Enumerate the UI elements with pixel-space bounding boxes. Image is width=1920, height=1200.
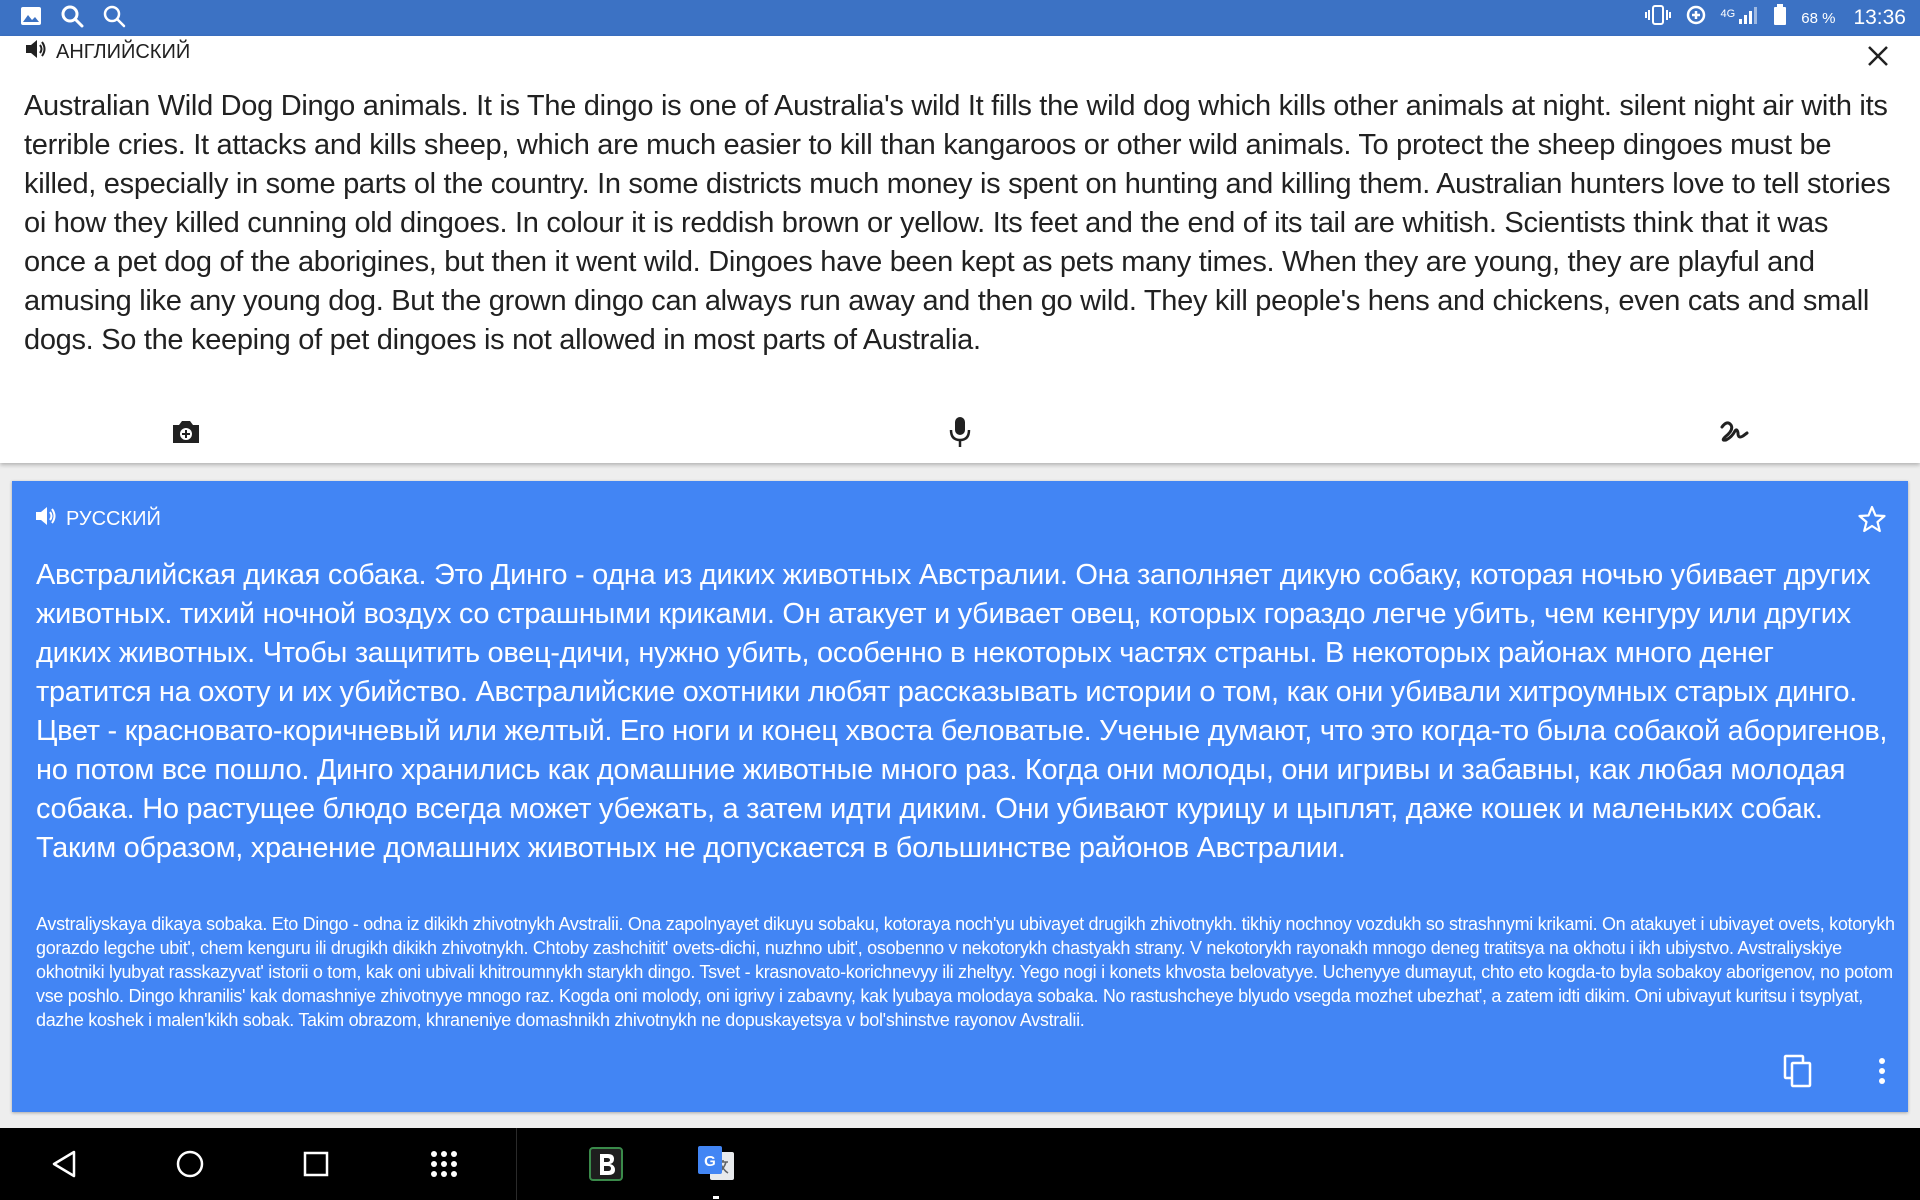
translation-card <box>12 481 1908 1112</box>
back-button[interactable] <box>34 1138 94 1190</box>
copy-button[interactable] <box>1774 1047 1822 1095</box>
microphone-button[interactable] <box>936 408 984 456</box>
star-icon <box>1857 504 1887 534</box>
recents-icon <box>302 1150 330 1178</box>
search-icon <box>102 4 126 33</box>
source-panel <box>0 36 1920 463</box>
battery-percent: 68 % <box>1801 9 1836 27</box>
active-app-indicator <box>713 1196 719 1199</box>
source-text[interactable]: Australian Wild Dog Dingo animals. It is The dingo is one of Australia's wild It fills the wild dog which kills other animals at night. silent night air with its terrible cries. It attacks and kills sheep, which are much easier to kill than kangaroos or other wild animals. To protect the sheep dingoes must be killed, especially in some parts ol the country. In some districts much money is spent on hunting and killing them. Australian hunters love to tell stories oi how they killed cunning old dingoes. In colour it is reddish brown or yellow. Its feet and the end of its tail are whitish. Scientists think that it was once a pet dog of the aborigines, but then it went wild. Dingoes have been kept as pets many times. When they are young, they are playful and amusing like any young dog. But the grown dingo can always run away and then go wild. They kill people's hens and chickens, even cats and small dogs. So the keeping of pet dingoes is not allowed in most parts of Australia. <box>24 90 1891 356</box>
transliteration-text: Avstraliyskaya dikaya sobaka. Eto Dingo - odna iz dikikh zhivotnykh Avstralii. Ona zapolnyayet dikuyu sobaku, kotoraya noch'yu ubivayet drugikh zhivotnykh. tikhiy nochnoy vozdukh so strashnymi krikami. On atakuyet i ubivayet ovets, kotorykh gorazdo legche ubit', chem kenguru ili drugikh dikikh zhivotnykh. Chtoby zashchitit' ovets-dichi, nuzhno ubit', osobenno v nekotorykh chastyakh strany. V nekotorykh rayonakh mnogo deneg tratitsya na okhotu i ikh ubiystvo. Avstraliyskiye okhotniki lyubyat rasskazyvat' istorii o tom, kak oni ubivali khitroumnykh starykh dingo. Tsvet - krasnovato-korichnevyy ili zheltyy. Yego nogi i konets khvosta belovatyye. Uchenyye dumayut, chto eto kogda-to byla sobakoy aborigenov, no potom vse poshlo. Dingo khranilis' kak domashniye zhivotnyye mnogo raz. Kogda oni molody, oni igrivy i zabavny, kak lyubaya molodaya sobaka. No rastushcheye blyudo vsegda mozhet ubezhat', a zatem idti dikim. Oni ubivayut kuritsu i tsyplyat, dazhe koshek i malen'kikh sobak. Takim obrazom, khraneniye domashnikh zhivotnykh ne dopuskayetsya v bol'shinstve rayonov Avstralii. <box>36 914 1895 1030</box>
recents-button[interactable] <box>286 1138 346 1190</box>
gallery-icon <box>20 6 42 31</box>
source-language-row[interactable] <box>24 38 190 66</box>
navigation-bar <box>0 1128 1920 1200</box>
back-icon <box>50 1149 78 1179</box>
speaker-icon[interactable] <box>34 505 58 533</box>
speaker-icon[interactable] <box>24 38 48 66</box>
source-language-label: АНГЛИЙСКИЙ <box>56 40 191 63</box>
target-language-label: РУССКИЙ <box>66 507 161 530</box>
status-right <box>1645 4 1906 32</box>
network-type: 4G <box>1720 8 1736 20</box>
translation-text[interactable]: Австралийская дикая собака. Это Динго - одна из диких животных Австралии. Она заполняет дикую собаку, которая ночью убивает других животных. тихий ночной воздух со страшными криками. Он атакует и убивает овец, которых гораздо легче убить, чем кенгуру или других диких животных. Чтобы защитить овец-дичи, нужно убить, особенно в некоторых частях страны. В некоторых районах много денег тратится на охоту и их убийство. Австралийские охотники любят рассказывать истории о том, как они убивали хитроумных старых динго. Цвет - красновато-коричневый или желтый. Его ноги и конец хвоста беловатые. Ученые думают, что это когда-то была собакой аборигенов, но потом все пошло. Динго хранились как домашние животные много раз. Когда они молоды, они игривы и забавны, как любая молодая собака. Но растущее блюдо всегда может убежать, а затем идти диким. Они убивают курицу и цыплят, даже кошек и маленьких собак. Таким образом, хранение домашних животных не допускается в большинстве районов Австралии. <box>36 559 1888 864</box>
battery-icon <box>1773 4 1787 32</box>
app-drawer-button[interactable] <box>414 1138 474 1190</box>
microphone-icon <box>948 416 972 448</box>
clock: 13:36 <box>1853 6 1906 29</box>
status-bar <box>0 0 1920 36</box>
copy-icon <box>1783 1054 1813 1088</box>
target-language-row[interactable] <box>34 505 161 533</box>
camera-button[interactable] <box>162 408 210 456</box>
home-icon <box>175 1149 205 1179</box>
handwriting-button[interactable] <box>1710 408 1758 456</box>
app-drawer-icon <box>430 1150 458 1178</box>
close-icon <box>1866 44 1890 68</box>
svg-text:G: G <box>704 1153 716 1170</box>
status-left <box>20 4 126 33</box>
b-app-icon[interactable] <box>586 1144 626 1184</box>
nav-divider <box>516 1128 517 1200</box>
data-saver-icon <box>1685 4 1707 32</box>
camera-icon <box>171 419 201 445</box>
home-button[interactable] <box>160 1138 220 1190</box>
more-vert-icon <box>1878 1057 1886 1085</box>
search-icon <box>60 4 84 33</box>
input-tools <box>0 408 1920 456</box>
signal-icon <box>1737 4 1759 32</box>
more-options-button[interactable] <box>1858 1047 1906 1095</box>
close-button[interactable] <box>1858 36 1898 76</box>
vibrate-icon <box>1645 4 1671 32</box>
favorite-button[interactable] <box>1850 497 1894 541</box>
handwriting-icon <box>1719 419 1749 445</box>
google-translate-icon[interactable] <box>696 1144 736 1184</box>
